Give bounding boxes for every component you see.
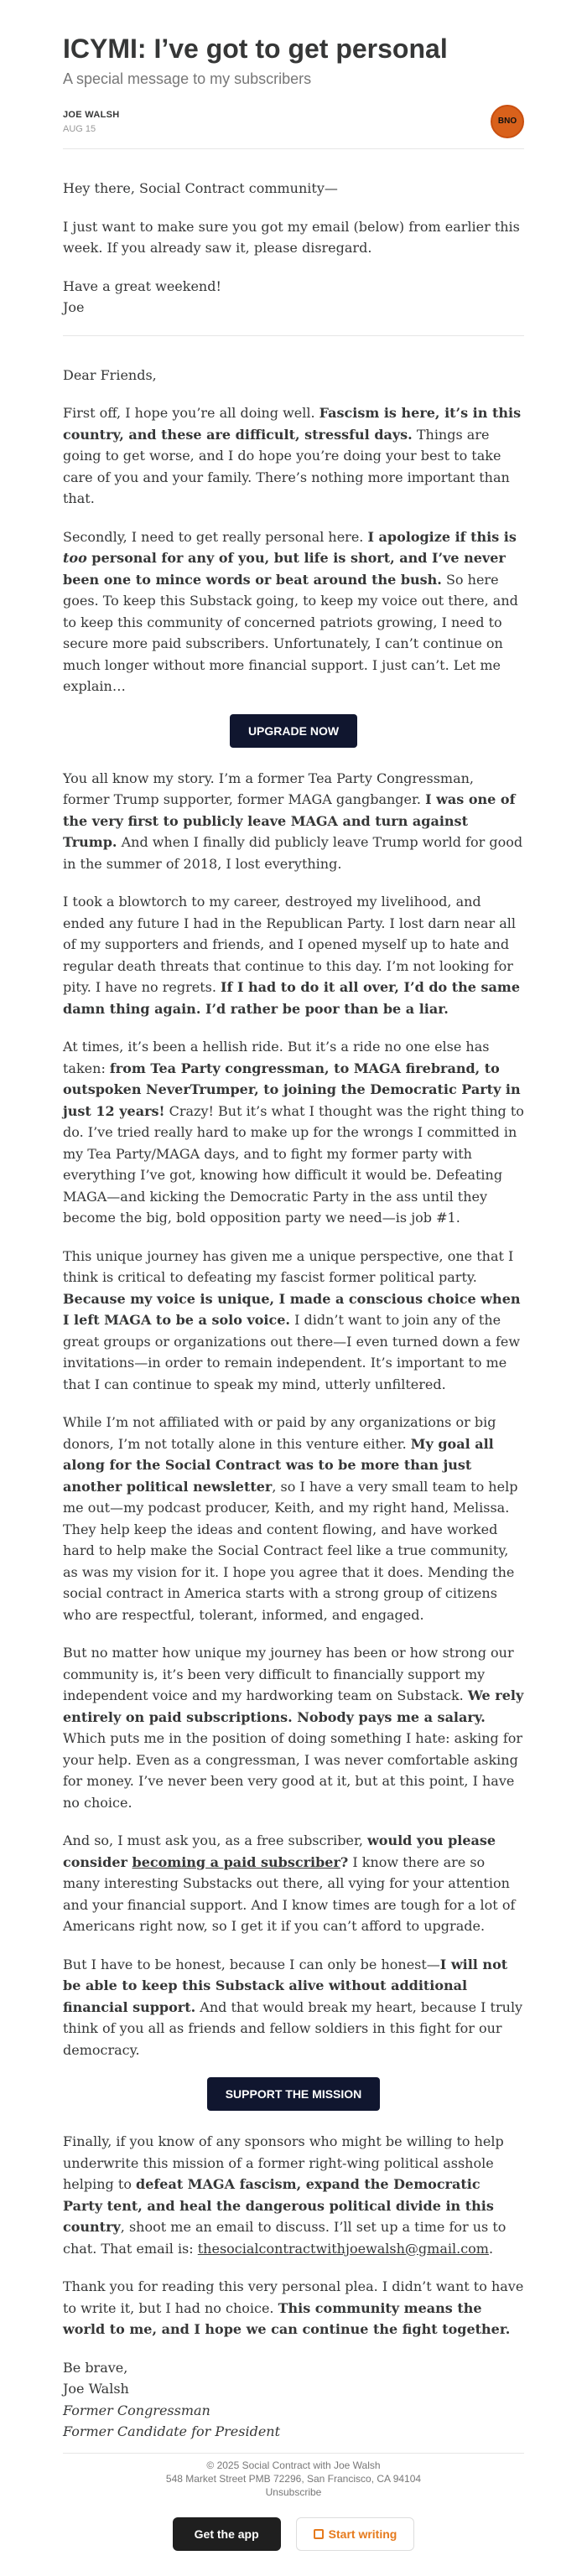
signature-name: Joe Walsh [63, 2381, 129, 2397]
paragraph: First off, I hope you’re all doing well. Fascism is here, it’s in this country, and these are difficult, stressful days. Things are going to get worse, and I do hope you’re doing your best to take care of you and your family. There’s nothing more important than that. [63, 405, 522, 506]
post-subtitle: A special message to my subscribers [63, 70, 312, 87]
email-link[interactable]: thesocialcontractwithjoewalsh@gmail.com [197, 2240, 489, 2257]
upgrade-now-button[interactable]: UPGRADE NOW [230, 714, 357, 748]
unsubscribe-link[interactable]: Unsubscribe [265, 2485, 322, 2498]
support-mission-button[interactable]: SUPPORT THE MISSION [207, 2077, 381, 2111]
upgrade-button-row [63, 714, 524, 748]
email-container [63, 0, 524, 2551]
paragraph: You all know my story. I’m a former Tea Party Congressman, former Trump supporter, former MAGA gangbanger. I was one of the very first to publicly leave MAGA and turn against Trump. And when I finally did publicly leave Trump world for good in the summer of 2018, I lost everything. [63, 770, 523, 872]
intro-greeting: Hey there, Social Contract community— [63, 180, 338, 196]
post-date: AUG 15 [63, 123, 96, 134]
byline [63, 105, 524, 149]
footer [63, 2453, 524, 2551]
signature-line: Be brave, [63, 2359, 128, 2376]
signature [63, 2357, 524, 2443]
paid-subscriber-link[interactable]: becoming a paid subscriber [132, 1853, 340, 1870]
paragraph: Secondly, I need to get really personal here. I apologize if this is too personal for any of you, but life is short, and I’ve never been one to mince words or beat around the bush. So here goes. To keep this Substack going, to keep my voice out there, and to keep this community of concerned patriots growing, I need to secure more paid subscribers. Unfortunately, I can’t continue on much longer without more financial support. I just can’t. Let me explain… [63, 528, 518, 694]
author-name[interactable]: JOE WALSH [63, 109, 120, 120]
pen-icon [314, 2529, 324, 2539]
footer-address: 548 Market Street PMB 72296, San Francisco, CA 94104 [165, 2472, 422, 2485]
letter-salutation: Dear Friends, [63, 366, 157, 383]
paragraph: Thank you for reading this very personal plea. I didn’t want to have to write it, but I had no choice. This community means the world to me, and I hope we can continue the fight together. [63, 2278, 524, 2337]
get-app-button[interactable]: Get the app [173, 2517, 281, 2551]
paragraph: While I’m not affiliated with or paid by any organizations or big donors, I’m not totally alone in this venture either. My goal all along for the Social Contract was to be more than just another political newsletter, so I have a very small team to help me out—my podcast producer, Keith, and my right hand, Melissa. They help keep the ideas and content flowing, and have worked hard to help make the Social Contract feel like a true community, as was my vision for it. I hope you agree that it does. Mending the social contract in America starts with a strong group of citizens who are respectful, tolerant, informed, and engaged. [63, 1414, 518, 1623]
signature-title: Former Congressman [63, 2402, 210, 2418]
footer-buttons [63, 2517, 524, 2551]
paragraph: But no matter how unique my journey has been or how strong our community is, it’s been very difficult to financially support my independent voice and my hardworking team on Substack. We rely entirely on paid subscriptions. Nobody pays me a salary. Which puts me in the position of doing something I hate: asking for your help. Even as a congressman, I was never comfortable asking for money. I’ve never been very good at it, but at this point, I have no choice. [63, 1645, 524, 1811]
paragraph: And so, I must ask you, as a free subscriber, would you please consider becoming a paid subscriber? I know there are so many interesting Substacks out there, all vying for your attention and your financial support. And I know times are tough for a lot of Americans right now, so I get it if you can’t afford to upgrade. [63, 1832, 516, 1934]
signature-title: Former Candidate for President [63, 2423, 281, 2439]
intro-signoff [63, 276, 524, 319]
section-divider [63, 335, 524, 336]
paragraph: But I have to be honest, because I can only be honest—I will not be able to keep this Substack alive without additional financial support. And that would break my heart, because I truly think of you all as friends and fellow soldiers in this fight for our democracy. [63, 1956, 523, 2058]
intro-paragraph: I just want to make sure you got my email (below) from earlier this week. If you already saw it, please disregard. [63, 218, 520, 256]
signoff-name: Joe [63, 299, 85, 315]
start-writing-button[interactable] [296, 2517, 415, 2551]
paragraph: I took a blowtorch to my career, destroyed my livelihood, and ended any future I had in the Republican Party. I lost darn near all of my supporters and friends, and I opened myself up to hate and regular death threats that continue to this day. I’m not looking for pity. I have no regrets. If I had to do it all over, I’d do the same damn thing again. I’d rather be poor than be a liar. [63, 894, 521, 1017]
paragraph: Finally, if you know of any sponsors who might be willing to help underwrite this mission of a former right-wing political asshole helping to defeat MAGA fascism, expand the Democratic Party tent, and heal the dangerous political divide in this country, shoot me an email to discuss. I’ll set up a time for us to chat. That email is: thesocialcontractwithjoewalsh@gmail.com. [63, 2133, 506, 2257]
footer-copyright: © 2025 Social Contract with Joe Walsh [206, 2459, 381, 2471]
paragraph: At times, it’s been a hellish ride. But it’s a ride no one else has taken: from Tea Party congressman, to MAGA firebrand, to outspoken NeverTrumper, to joining the Democratic Party in just 12 years! Crazy! But it’s what I thought was the right thing to do. I’ve tried really hard to make up for the wrongs I committed in my Tea Party/MAGA days, and to fight my former party with everything I’ve got, knowing how difficult it would be. Defeating MAGA—and kicking the Democratic Party in the ass until they become the big, bold opposition party we need—is job #1. [63, 1039, 524, 1226]
publication-logo[interactable] [491, 105, 524, 138]
paragraph: This unique journey has given me a unique perspective, one that I think is critical to defeating my fascist former political party. Because my voice is unique, I made a conscious choice when I left MAGA to be a solo voice. I didn’t want to join any of the great groups or organizations out there—I even turned down a few invitations—in order to remain independent. It’s important to me that I can continue to speak my mind, utterly unfiltered. [63, 1247, 521, 1392]
signoff-line: Have a great weekend! [63, 277, 221, 294]
logo-text: BNO [497, 117, 517, 126]
support-button-row [63, 2077, 524, 2111]
post-body [63, 149, 524, 2443]
start-writing-label: Start writing [328, 2527, 397, 2541]
post-title[interactable]: ICYMI: I’ve got to get personal [63, 34, 448, 64]
byline-text [63, 110, 120, 134]
